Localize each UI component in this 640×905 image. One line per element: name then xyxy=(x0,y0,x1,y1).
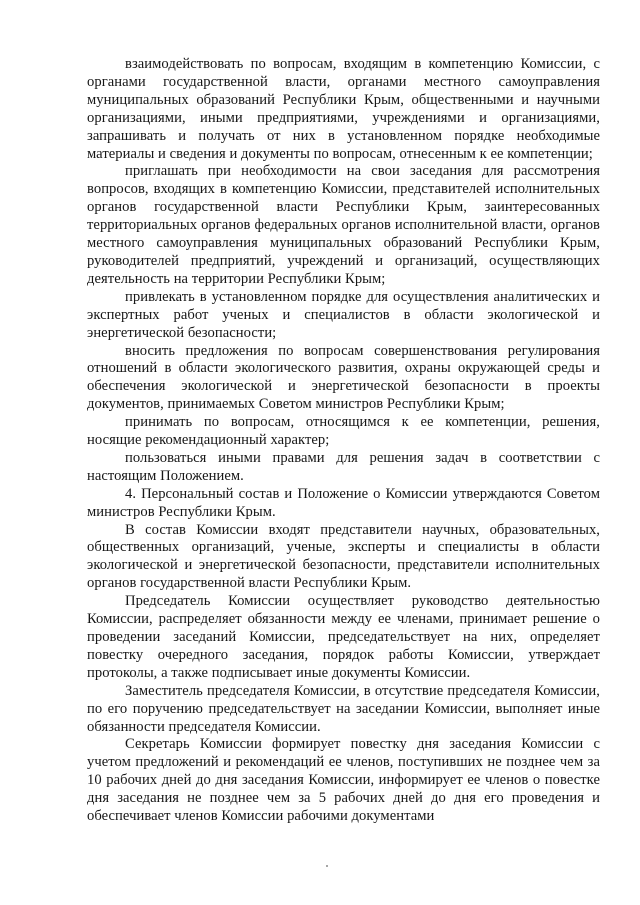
paragraph-secretary: Секретарь Комиссии формирует повестку дня заседания Комиссии с учетом предложений и рекомендаций ее членов, поступивших не позднее чем за 10 рабочих дней до дня заседания Комиссии, информирует ее членов о повестке дня заседания не позднее чем за 5 рабочих дней до дня его проведения и обеспечивает членов Комиссии рабочими документами xyxy=(87,736,600,825)
paragraph-chairman: Председатель Комиссии осуществляет руководство деятельностью Комиссии, распределяет обязанности между ее членами, принимает решение о проведении заседаний Комиссии, председательствует на них, определяет повестку очередного заседания, порядок работы Комиссии, утверждает протоколы, а также подписывает иные документы Комиссии. xyxy=(87,593,600,681)
paragraph-interact: взаимодействовать по вопросам, входящим в компетенцию Комиссии, с органами государственной власти, органами местного самоуправления муниципальных образований Республики Крым, общественными и научными организациями, иными предприятиями, учреждениями и организациями, запрашивать и получать от них в установленном порядке необходимые материалы и сведения и документы по вопросам, отнесенным к ее компетенции; xyxy=(87,56,600,162)
paragraph-membership: В состав Комиссии входят представители научных, образовательных, общественных организаций, ученые, эксперты и специалисты в области экологической и энергетической безопасности, представители исполнительных органов государственной власти Республики Крым. xyxy=(87,521,600,592)
document-body xyxy=(87,56,600,826)
paragraph-decisions: принимать по вопросам, относящимся к ее компетенции, решения, носящие рекомендационный характер; xyxy=(87,414,600,449)
paragraph-involve-experts: привлекать в установленном порядке для осуществления аналитических и экспертных работ ученых и специалистов в области экологической и энергетической безопасности; xyxy=(87,288,600,341)
paragraph-invite: приглашать при необходимости на свои заседания для рассмотрения вопросов, входящих в компетенцию Комиссии, представителей исполнительных органов государственной власти Республики Крым, заинтересованных территориальных органов федеральных органов исполнительной власти, органов местного самоуправления муниципальных образований Республики Крым, руководителей предприятий, учреждений и организаций, осуществляющих деятельность на территории Республики Крым; xyxy=(87,163,600,287)
scan-speck xyxy=(326,865,328,867)
paragraph-deputy-chairman: Заместитель председателя Комиссии, в отсутствие председателя Комиссии, по его поручению председательствует на заседании Комиссии, выполняет иные обязанности председателя Комиссии. xyxy=(87,682,600,735)
paragraph-composition-approval: 4. Персональный состав и Положение о Комиссии утверждаются Советом министров Республики Крым. xyxy=(87,485,600,520)
paragraph-proposals: вносить предложения по вопросам совершенствования регулирования отношений в области экологического развития, охраны окружающей среды и обеспечения экологической и энергетической безопасности в проекты документов, принимаемых Советом министров Республики Крым; xyxy=(87,342,600,413)
paragraph-other-rights: пользоваться иными правами для решения задач в соответствии с настоящим Положением. xyxy=(87,449,600,484)
